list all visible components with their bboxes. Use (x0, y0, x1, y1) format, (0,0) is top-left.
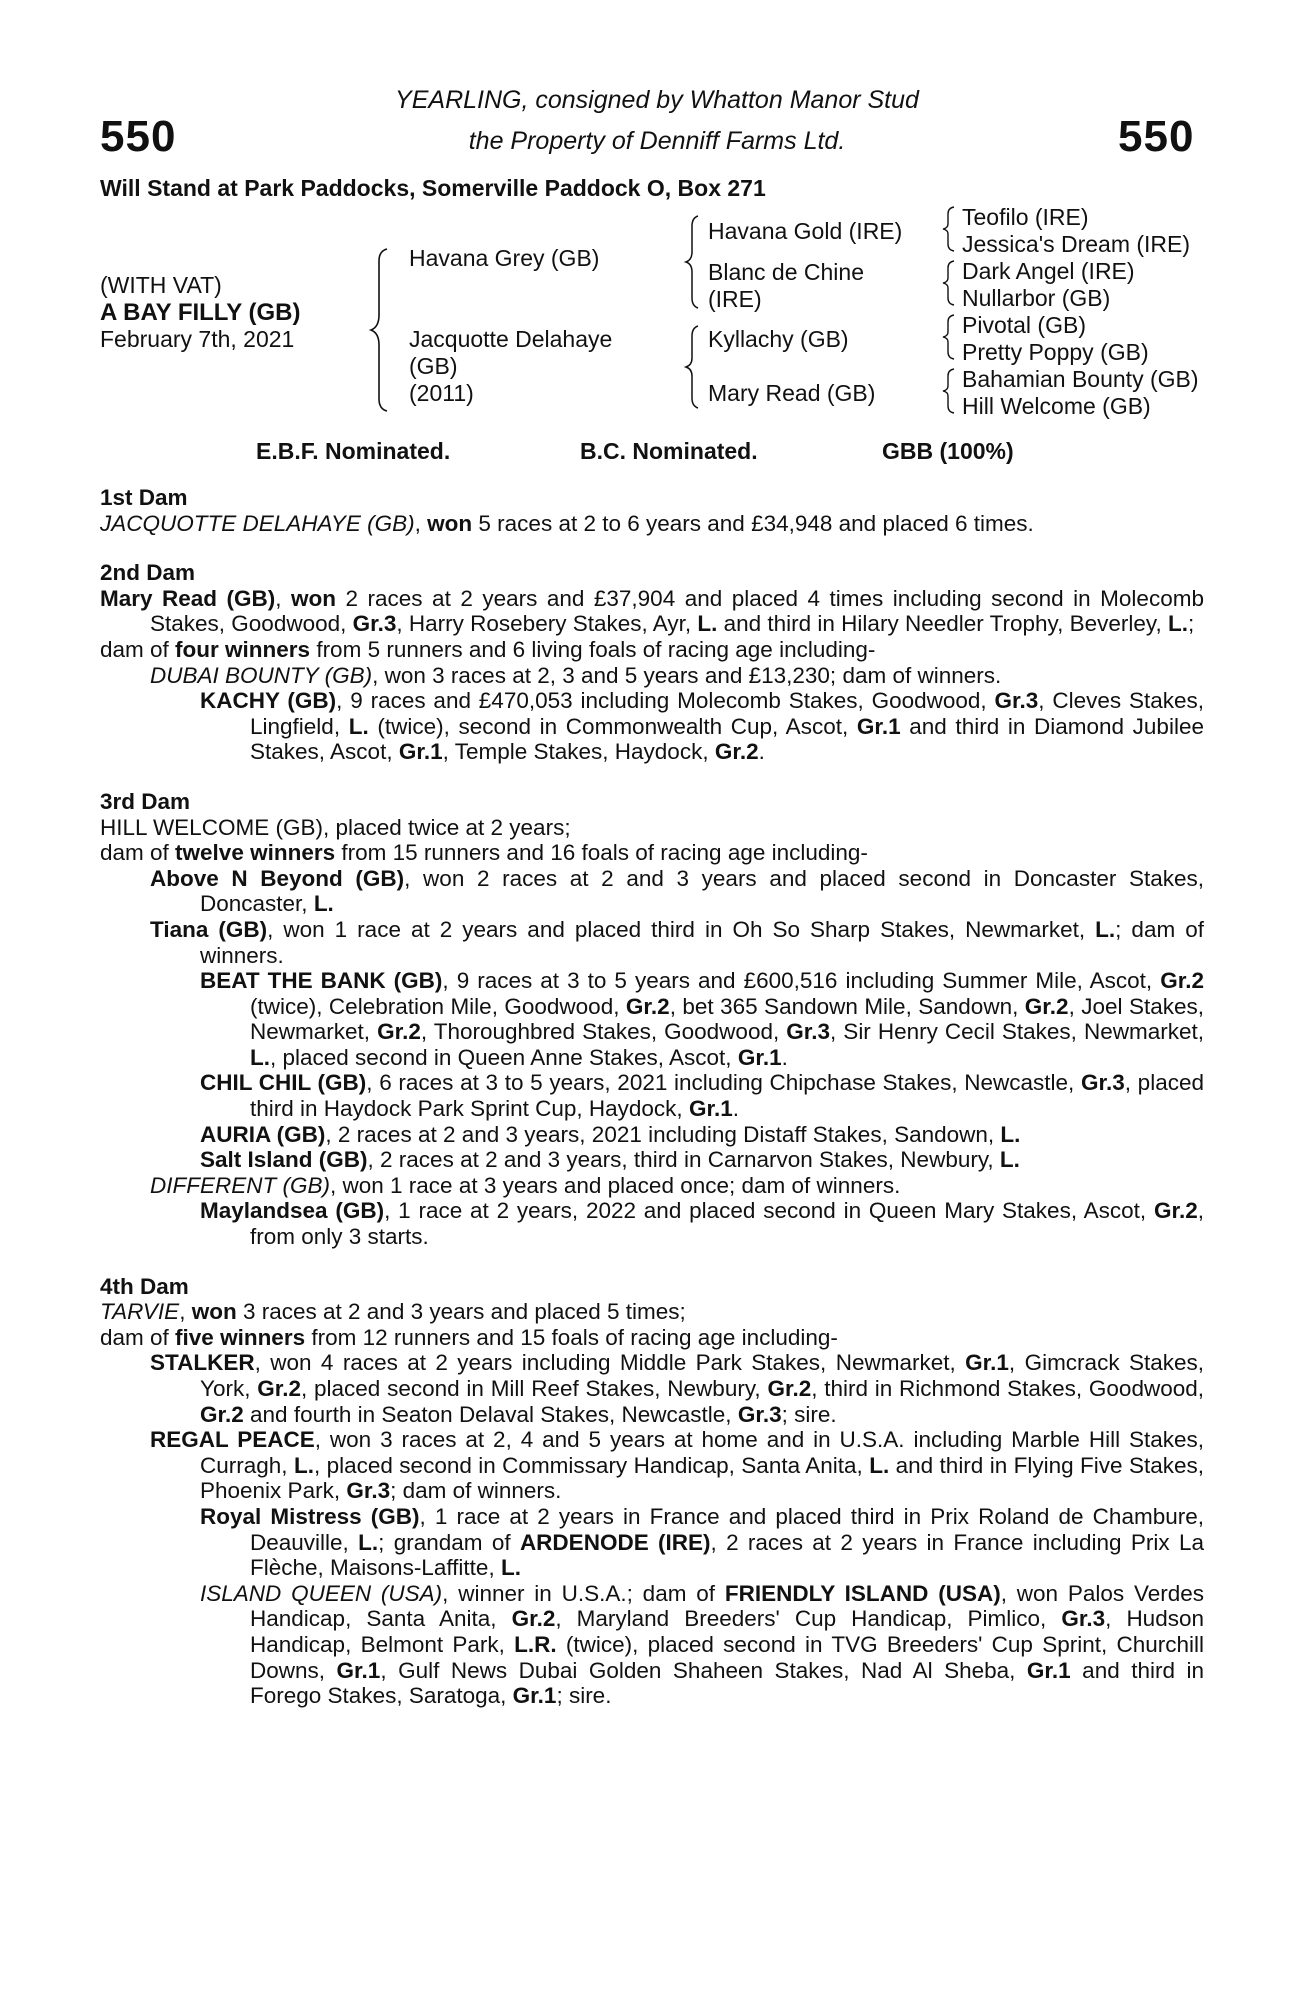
produce-auria: AURIA (GB), 2 races at 2 and 3 years, 2021 including Distaff Stakes, Sandown, L. (200, 1121, 1021, 1147)
produce-island-queen: ISLAND QUEEN (USA), winner in U.S.A.; dam of FRIENDLY ISLAND (USA), won Palos Verdes Handicap, Santa Anita, Gr.2, Maryland Breeders' Cup Handicap, Pimlico, Gr.3, Hudson Handicap, Belmont Park, L.R. (twice), placed second in TVG Breeders' Cup Sprint, Churchill Downs, Gr.1, Gulf News Dubai Golden Shaheen Stakes, Nad Al Sheba, Gr.1 and third in Forego Stakes, Saratoga, Gr.1; sire. (200, 1580, 1205, 1709)
produce-regal-peace: REGAL PEACE, won 3 races at 2, 4 and 5 years at home and in U.S.A. including Marble Hill Stakes, Curragh, L., placed second in Commissary Handicap, Santa Anita, L. and third in Flying Five Stakes, Phoenix Park, Gr.3; dam of winners. (150, 1427, 1204, 1504)
pedigree-brace-ds (938, 312, 958, 362)
pedigree-brace-sd (938, 258, 958, 308)
lot-number-right: 550 (1118, 112, 1195, 161)
pedigree-sire-dam-line-1: Blanc de Chine (708, 259, 864, 285)
first-dam-name: JACQUOTTE DELAHAYE (GB) (100, 510, 415, 536)
produce-maylandsea: Maylandsea (GB), 1 race at 2 years, 2022 and placed second in Queen Mary Stakes, Ascot, Gr.2, from only 3 starts. (200, 1198, 1204, 1250)
horse-name: A BAY FILLY (GB) (100, 299, 301, 326)
fourth-dam-heading: 4th Dam (100, 1273, 189, 1299)
produce-dubai-bounty: DUBAI BOUNTY (GB), won 3 races at 2, 3 and 5 years and £13,230; dam of winners. (150, 662, 1002, 688)
fourth-dam-name: TARVIE (100, 1299, 180, 1325)
lot-number-left: 550 (100, 112, 177, 161)
second-dam-name: Mary Read (GB) (100, 585, 276, 611)
pedigree-brace-ss (938, 204, 958, 254)
produce-salt-island: Salt Island (GB), 2 races at 2 and 3 years, third in Carnarvon Stakes, Newbury, L. (200, 1147, 1020, 1173)
second-dam-produce-summary: dam of four winners from 5 runners and 6 living foals of racing age including- (100, 636, 876, 662)
fourth-dam-entry: TARVIE, won 3 races at 2 and 3 years and placed 5 times; (100, 1299, 686, 1325)
pedigree-sdd: Nullarbor (GB) (962, 285, 1111, 311)
fourth-dam-produce-summary: dam of five winners from 12 runners and 15 foals of racing age including- (100, 1324, 838, 1350)
pedigree-brace-dam (680, 322, 704, 412)
produce-kachy: KACHY (GB), 9 races and £470,053 including Molecomb Stakes, Goodwood, Gr.3, Cleves Stakes, Lingfield, L. (twice), second in Commonwealth Cup, Ascot, Gr.1 and third in Diamond Jubilee Stakes, Ascot, Gr.1, Temple Stakes, Haydock, Gr.2. (200, 688, 1204, 765)
third-dam-produce-summary: dam of twelve winners from 15 runners and 16 foals of racing age including- (100, 840, 868, 866)
produce-royal-mistress: Royal Mistress (GB), 1 race at 2 years in France and placed third in Prix Roland de Chambure, Deauville, L.; grandam of ARDENODE (IRE), 2 races at 2 years in France including Prix La Flèche, Maisons-Laffitte, L. (200, 1503, 1204, 1581)
bc-nomination: B.C. Nominated. (580, 438, 758, 464)
pedigree-sire-dam-line-2: (IRE) (708, 286, 762, 312)
first-dam-entry: JACQUOTTE DELAHAYE (GB), won 5 races at 2 to 6 years and £34,948 and placed 6 times. (100, 510, 1034, 536)
pedigree-brace-main (365, 245, 395, 415)
produce-tiana: Tiana (GB), won 1 race at 2 years and placed third in Oh So Sharp Stakes, Newmarket, L.; dam of winners. (150, 916, 1204, 968)
pedigree-dds: Bahamian Bounty (GB) (962, 366, 1199, 392)
produce-beat-the-bank: BEAT THE BANK (GB), 9 races at 3 to 5 years and £600,516 including Summer Mile, Ascot, Gr.2 (twice), Celebration Mile, Goodwood, Gr.2, bet 365 Sandown Mile, Sandown, Gr.2, Joel Stakes, Newmarket, Gr.2, Thoroughbred Stakes, Goodwood, Gr.3, Sir Henry Cecil Stakes, Newmarket, L., placed second in Queen Anne Stakes, Ascot, Gr.1. (200, 968, 1204, 1070)
pedigree-dsd: Pretty Poppy (GB) (962, 339, 1149, 365)
vat-label: (WITH VAT) (100, 272, 222, 298)
pedigree-ddd: Hill Welcome (GB) (962, 393, 1151, 419)
second-dam-entry: Mary Read (GB), won 2 races at 2 years and £37,904 and placed 4 times including second in Molecomb Stakes, Goodwood, Gr.3, Harry Rosebery Stakes, Ayr, L. and third in Hilary Needler Trophy, Beverley, L.; (100, 585, 1204, 637)
pedigree-dam-line-1: Jacquotte Delahaye (409, 326, 613, 352)
pedigree-dam-sire: Kyllachy (GB) (708, 326, 849, 352)
produce-stalker: STALKER, won 4 races at 2 years including Middle Park Stakes, Newmarket, Gr.1, Gimcrack Stakes, York, Gr.2, placed second in Mill Reef Stakes, Newbury, Gr.2, third in Richmond Stakes, Goodwood, Gr.2 and fourth in Seaton Delaval Stakes, Newcastle, Gr.3; sire. (150, 1350, 1205, 1427)
produce-chil-chil: CHIL CHIL (GB), 6 races at 3 to 5 years, 2021 including Chipchase Stakes, Newcastle, Gr.3, placed third in Haydock Park Sprint Cup, Haydock, Gr.1. (200, 1070, 1204, 1122)
pedigree-ssd: Jessica's Dream (IRE) (962, 231, 1191, 257)
first-dam-heading: 1st Dam (100, 485, 188, 510)
pedigree-dss: Pivotal (GB) (962, 312, 1086, 338)
ebf-nomination: E.B.F. Nominated. (256, 438, 451, 464)
pedigree-dam-line-3: (2011) (409, 380, 474, 406)
pedigree-sire: Havana Grey (GB) (409, 245, 600, 271)
third-dam-entry: HILL WELCOME (GB), placed twice at 2 years; (100, 814, 571, 840)
stand-location: Will Stand at Park Paddocks, Somerville Paddock O, Box 271 (100, 175, 766, 201)
third-dam-heading: 3rd Dam (100, 788, 191, 814)
produce-different: DIFFERENT (GB), won 1 race at 3 years and placed once; dam of winners. (150, 1172, 901, 1198)
foaling-date: February 7th, 2021 (100, 326, 295, 352)
consignment-line-2: the Property of Denniff Farms Ltd. (468, 127, 846, 155)
consignment-line-1: YEARLING, consigned by Whatton Manor Stud (395, 86, 919, 114)
pedigree-brace-dd (938, 366, 958, 416)
pedigree-dam-dam: Mary Read (GB) (708, 380, 876, 406)
pedigree-dam-line-2: (GB) (409, 353, 458, 379)
gbb-rating: GBB (100%) (882, 438, 1014, 464)
produce-above-n-beyond: Above N Beyond (GB), won 2 races at 2 and 3 years and placed second in Doncaster Stakes, Doncaster, L. (150, 865, 1204, 917)
pedigree-brace-sire (680, 212, 704, 312)
second-dam-heading: 2nd Dam (100, 560, 196, 586)
catalogue-body (100, 485, 1204, 1709)
pedigree-sss: Teofilo (IRE) (962, 204, 1089, 230)
pedigree-sire-sire: Havana Gold (IRE) (708, 218, 903, 244)
pedigree-sds: Dark Angel (IRE) (962, 258, 1135, 284)
